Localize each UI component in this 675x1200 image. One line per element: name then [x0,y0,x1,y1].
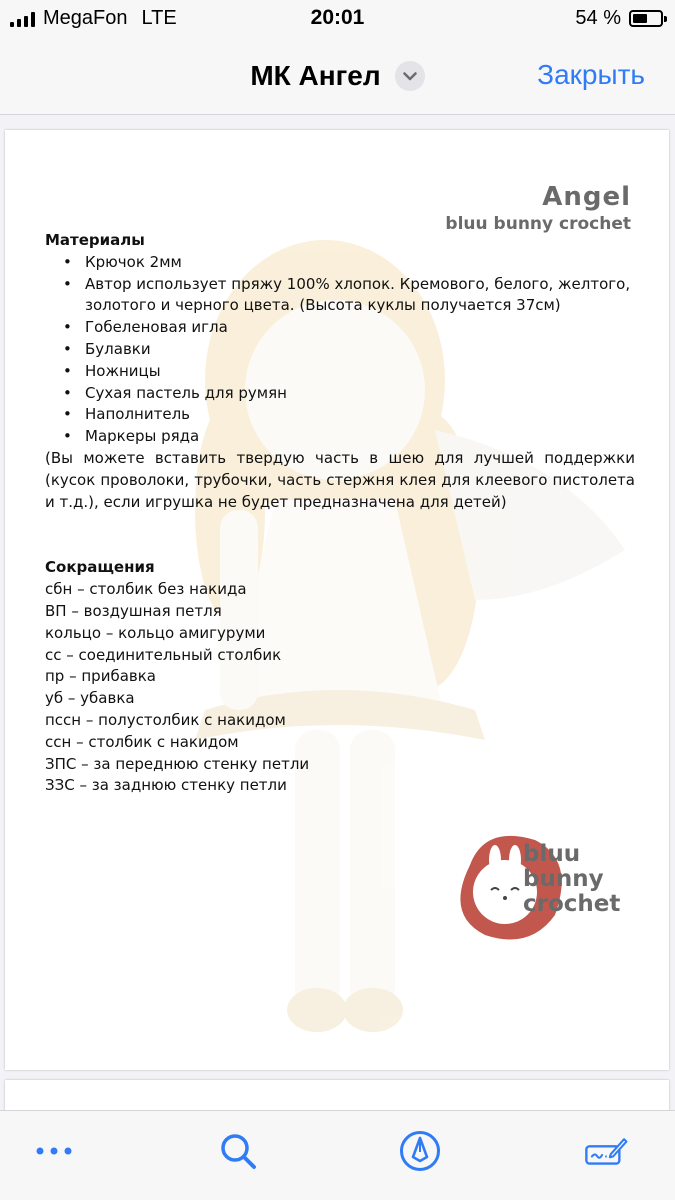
battery-icon [629,10,663,27]
abbreviation-line: пссн – полустолбик с накидом [45,710,286,729]
abbreviation-line: ЗПС – за переднюю стенку петли [45,754,310,773]
search-button[interactable] [216,1129,260,1173]
close-button[interactable]: Закрыть [537,59,645,90]
materials-list [45,252,635,448]
document-title[interactable]: МК Ангел [250,60,381,91]
list-item: • Булавки [85,339,635,361]
logo-bottom-line: bluu [523,841,581,867]
list-item: • Сухая пастель для румян [85,383,635,405]
logo-bottom-line: bunny [523,866,604,892]
search-icon[interactable] [218,1131,258,1171]
document-page [5,130,669,1070]
list-item: • Автор использует пряжу 100% хлопок. Кремового, белого, желтого, золотого и черного цвета. (Высота куклы получается 37см) [85,274,635,318]
logo-title: Angel [542,182,631,212]
abbreviation-line: сс – соединительный столбик [45,645,282,664]
status-bar [0,0,675,40]
network-type: LTE [141,7,177,29]
logo-subtitle: bluu bunny crochet [445,214,631,234]
list-item: • Наполнитель [85,404,635,426]
signature-button[interactable] [584,1129,628,1173]
abbreviations-title: Сокращения [45,558,155,577]
abbreviation-line: ВП – воздушная петля [45,601,222,620]
logo-bottom-line: crochet [523,891,621,917]
logo-bottom [445,820,645,950]
nav-bar [0,40,675,115]
document-content [45,230,635,797]
markup-pen-icon[interactable] [399,1130,441,1172]
list-item: • Крючок 2мм [85,252,635,274]
materials-note: (Вы можете вставить твердую часть в шею для лучшей поддержки (кусок проволоки, трубочки, часть стержня клея для клеевого пистолета и т.д.), если игрушка не будет предназначена для детей) [45,448,635,511]
abbreviation-line: сбн – столбик без накида [45,580,247,599]
abbreviation-line: ЗЗС – за заднюю стенку петли [45,776,287,795]
abbreviation-line: уб – убавка [45,689,135,708]
status-right [575,7,663,30]
abbreviation-line: ссн – столбик с накидом [45,732,239,751]
list-item: • Гобеленовая игла [85,317,635,339]
logo-bottom-text [523,842,620,917]
status-time: 20:01 [310,6,365,29]
list-item: • Маркеры ряда [85,426,635,448]
bottom-toolbar [0,1110,675,1200]
materials-title: Материалы [45,231,145,249]
carrier-name: MegaFon [43,7,128,29]
markup-button[interactable] [398,1129,442,1173]
document-page-next [5,1080,669,1110]
chevron-down-icon[interactable] [395,61,425,91]
abbreviation-line: кольцо – кольцо амигуруми [45,623,266,642]
battery-level [633,14,647,23]
abbreviation-line: пр – прибавка [45,667,156,686]
list-item: • Ножницы [85,361,635,383]
logo-top [445,182,631,234]
more-icon[interactable] [34,1146,74,1156]
battery-percent: 54 % [575,7,621,29]
signature-icon[interactable] [584,1131,628,1171]
more-button[interactable] [32,1129,76,1173]
document-viewer[interactable] [0,116,675,1110]
